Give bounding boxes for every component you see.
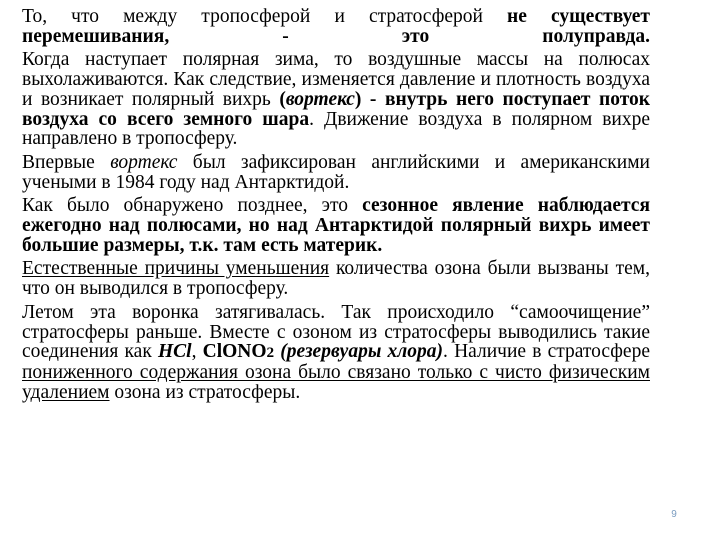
- formula-separator: ,: [191, 341, 203, 363]
- formula-clono2-subscript: 2: [266, 344, 275, 362]
- paragraph-1-bold-claim: не существует перемешивания, - это полуправда.: [22, 6, 650, 47]
- paragraph-6-underlined-statement: пониженного содержания озона было связано только с чисто физическим удалением: [22, 361, 650, 403]
- page-number: 9: [671, 509, 677, 520]
- slide-body-text: [22, 7, 650, 406]
- paragraph-1: [22, 7, 650, 46]
- formula-hcl: HCl: [157, 341, 192, 363]
- formula-clono2: [203, 341, 275, 362]
- paragraph-2: [22, 50, 650, 149]
- paragraph-2-bold-open: (: [279, 88, 286, 110]
- paragraph-2-vortex-term: вортекс: [285, 88, 355, 110]
- paragraph-1-intro: То, что между тропосферой и стратосферой: [22, 6, 508, 27]
- paragraph-6: [22, 303, 650, 403]
- paragraph-5-text: количества озона были вызваны тем, что он выводился в тропосферу.: [22, 258, 650, 300]
- paragraph-3-vortex-term: вортекс: [110, 151, 178, 173]
- paragraph-2-text: Когда наступает полярная зима, то воздушные массы на полюсах выхолаживаются. Как следствие, изменяется давление и плотность воздуха и возникает полярный вихрь: [22, 49, 650, 110]
- paragraph-5: [22, 259, 650, 298]
- paragraph-2-tail: . Движение воздуха в полярном вихре направлено в тропосферу.: [22, 108, 650, 150]
- paragraph-6-mid: . Наличие в стратосфере: [443, 341, 650, 363]
- paragraph-2-bold-statement: ) - внутрь него поступает поток воздуха со всего земного шара: [22, 88, 650, 130]
- paragraph-3-text: был зафиксирован английскими и американскими учеными в 1984 году над Антарктидой.: [22, 151, 650, 193]
- paragraph-6-tail: озона из стратосферы.: [109, 381, 301, 403]
- formula-clono2-main: ClONO: [202, 341, 267, 363]
- paragraph-4-intro: Как было обнаружено позднее, это: [22, 195, 363, 217]
- paragraph-3-intro: Впервые: [22, 151, 111, 173]
- paragraph-4: [22, 196, 650, 255]
- paragraph-3: [22, 153, 650, 192]
- paragraph-6-text: Летом эта воронка затягивалась. Так происходило “самоочищение” стратосферы раньше. Вместе с озоном из стратосферы выводились такие соединения как: [22, 301, 650, 363]
- paragraph-5-underlined-heading: Естественные причины уменьшения: [22, 258, 330, 280]
- paragraph-4-bold-statement: сезонное явление наблюдается ежегодно над полюсами, но над Антарктидой полярный вихрь имеет большие размеры, т.к. там есть материк.: [22, 195, 650, 256]
- chlorine-reservoirs-note: (резервуары хлора): [274, 341, 444, 363]
